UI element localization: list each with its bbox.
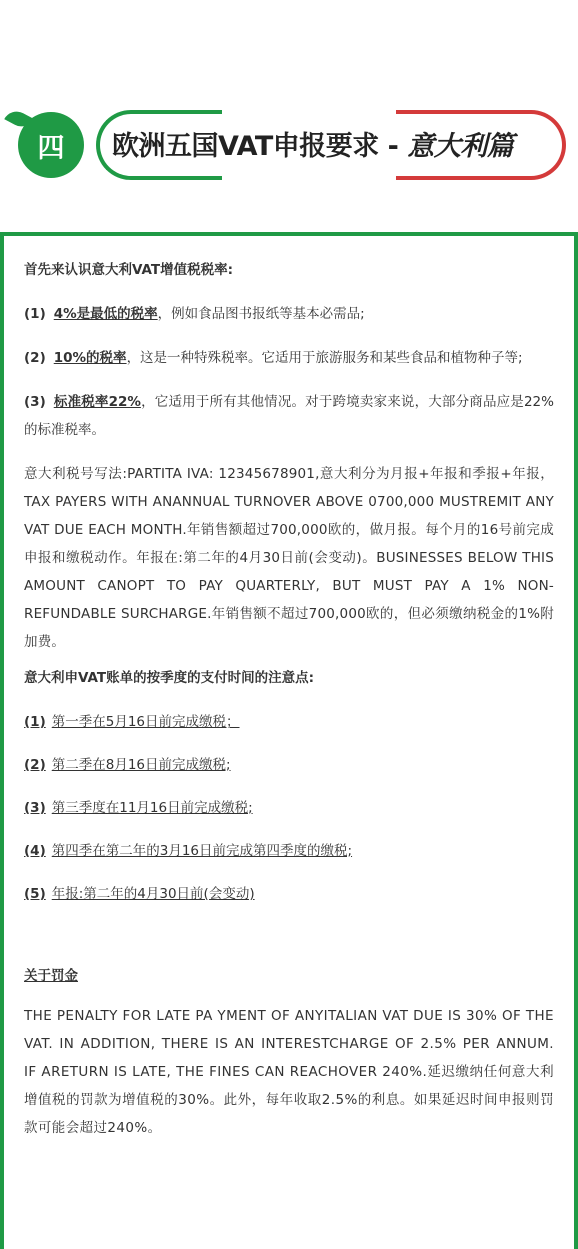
quarterly-item xyxy=(24,708,554,736)
quarterly-text: 第四季在第二年的3月16日前完成第四季度的缴税; xyxy=(51,843,353,859)
penalty-paragraph: THE PENALTY FOR LATE PA YMENT OF ANYITALIAN VAT DUE IS 30% OF THE VAT. IN ADDITION, THERE IS AN INTERESTCHARGE OF 2.5% PER ANNUM. IF ARETURN IS LATE, THE FINES CAN REACHOVER 240%.延迟缴纳任何意大利增值税的罚款为增值税的30%。此外，每年收取2.5%的利息。如果延迟时间申报则罚款可能会超过240%。 xyxy=(24,1008,554,1136)
quarterly-label: (2) xyxy=(24,757,46,773)
quarterly-text: 第三季度在11月16日前完成缴税; xyxy=(51,800,253,816)
content-box xyxy=(0,232,578,1249)
title-main: 欧洲五国VAT申报要求 - xyxy=(112,131,408,162)
quarterly-text: 第二季在8月16日前完成缴税; xyxy=(51,757,231,773)
quarterly-item xyxy=(24,751,554,779)
quarterly-label: (4) xyxy=(24,843,46,859)
rate-item xyxy=(24,344,554,372)
rate-key: 10%的税率 xyxy=(53,350,127,366)
title-country: 意大利篇 xyxy=(407,131,514,162)
rate-key: 4%是最低的税率 xyxy=(53,306,158,322)
rate-label: (1) xyxy=(24,306,46,322)
page-title xyxy=(112,124,513,163)
rate-key: 标准税率22% xyxy=(53,394,141,410)
quarterly-label: (3) xyxy=(24,800,46,816)
rate-text: ，它适用于所有其他情况。对于跨境卖家来说，大部分商品应是22%的标准税率。 xyxy=(24,394,554,438)
quarterly-label: (5) xyxy=(24,886,46,902)
rate-item xyxy=(24,388,554,444)
section-number-badge xyxy=(18,112,84,178)
rates-heading: 首先来认识意大利VAT增值税税率: xyxy=(24,262,234,278)
tax-info-paragraph: 意大利税号写法:PARTITA IVA: 12345678901,意大利分为月报+年报和季报+年报，TAX PAYERS WITH ANANNUAL TURNOVER ABOVE 0700,000 MUSTREMIT ANY VAT DUE EACH MONTH.年销售额超过700,000欧的，做月报。每个月的16号前完成申报和缴税动作。年报在:第二年的4月30日前(会变动)。BUSINESSES BELOW THIS AMOUNT CANOPT TO PAY QUARTERLY, BUT MUST PAY A 1% NON-REFUNDABLE SURCHARGE.年销售额不超过700,000欧的，但必须缴纳税金的1%附加费。 xyxy=(24,466,554,650)
quarterly-text: 年报:第二年的4月30日前(会变动) xyxy=(51,886,255,902)
header-banner xyxy=(0,0,578,232)
penalty-heading: 关于罚金 xyxy=(24,968,78,984)
quarterly-item xyxy=(24,880,554,908)
rate-text: ，例如食品图书报纸等基本必需品; xyxy=(157,306,365,322)
quarterly-heading: 意大利申VAT账单的按季度的支付时间的注意点: xyxy=(24,670,315,686)
rate-label: (2) xyxy=(24,350,46,366)
rate-item xyxy=(24,300,554,328)
rate-text: ，这是一种特殊税率。它适用于旅游服务和某些食品和植物种子等; xyxy=(126,350,523,366)
rate-label: (3) xyxy=(24,394,46,410)
section-number: 四 xyxy=(37,132,65,164)
quarterly-text: 第一季在5月16日前完成缴税； xyxy=(51,714,240,730)
quarterly-item xyxy=(24,794,554,822)
quarterly-label: (1) xyxy=(24,714,46,730)
quarterly-item xyxy=(24,837,554,865)
